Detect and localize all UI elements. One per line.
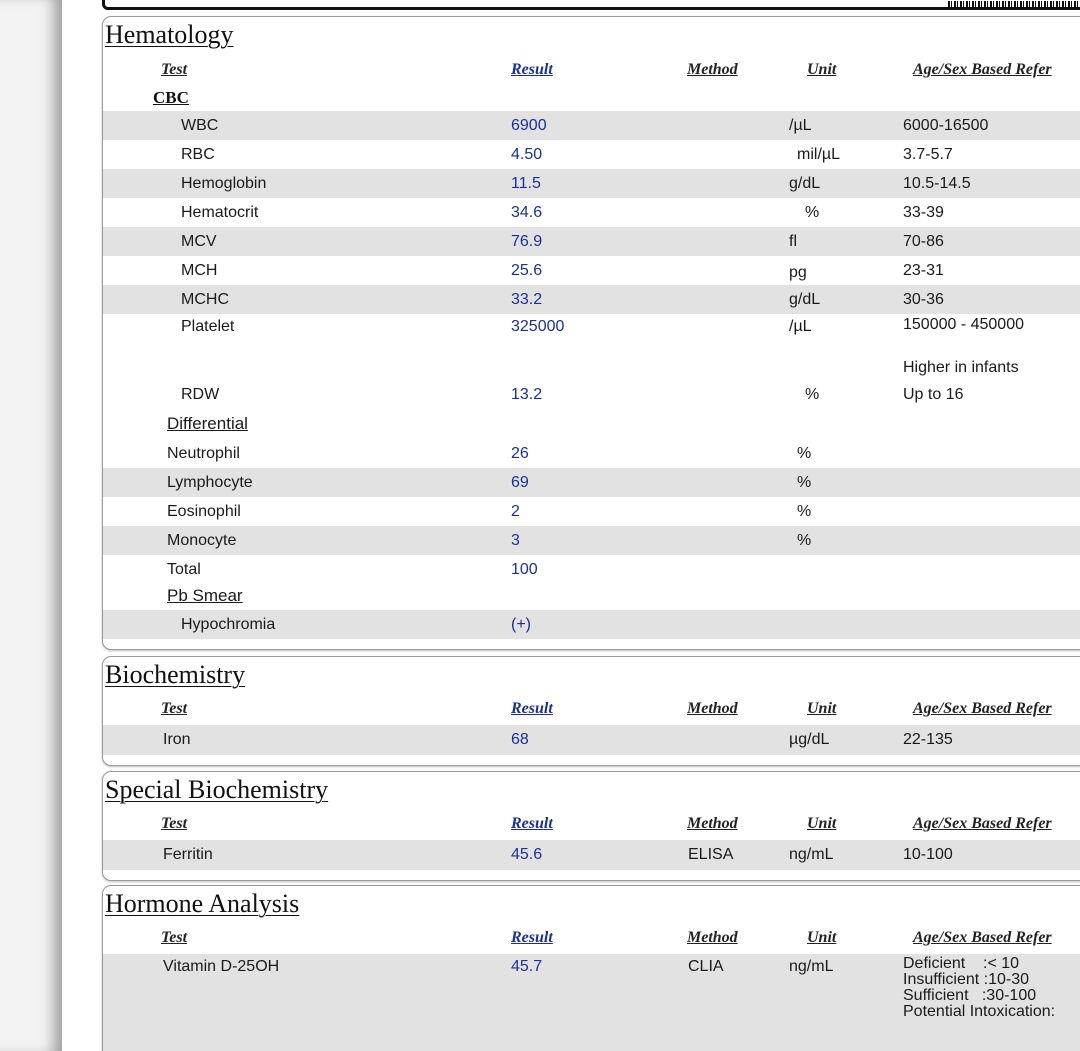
result-value: 25.6 [511,262,543,279]
col-test: Test [161,700,188,717]
test-name: Iron [163,731,191,748]
section-title: Hormone Analysis [105,889,300,918]
col-unit: Unit [807,700,837,717]
reference-range: 70-86 [903,233,944,250]
reference-range: 33-39 [903,204,944,221]
col-unit: Unit [807,61,837,78]
unit: pg [789,264,807,281]
section-title: Hematology [105,20,234,49]
unit: mil/µL [797,146,840,163]
result-value: 325000 [511,318,565,335]
test-name: Monocyte [167,532,237,549]
differential-label: Differential [167,414,248,433]
unit: fl [789,233,797,250]
reference-range: 6000-16500 [903,117,989,134]
col-test: Test [161,815,188,832]
result-value: 4.50 [511,146,543,163]
table-row [103,111,1080,140]
col-reference: Age/Sex Based Refer [913,700,1052,717]
test-name: Hematocrit [181,204,259,221]
result-value: 69 [511,474,529,491]
col-result: Result [511,61,553,78]
table-row [103,256,1080,285]
table-row [103,840,1080,870]
reference-line: Sufficient :30-100 [903,987,1037,1004]
result-value: 68 [511,731,529,748]
table-row [103,198,1080,227]
left-panel-edge [0,0,62,1051]
result-value: 3 [511,532,520,549]
result-value: 34.6 [511,204,543,221]
lab-report-page [62,0,1080,1051]
col-reference: Age/Sex Based Refer [913,61,1052,78]
hormone-analysis-section [102,885,1080,1051]
unit: g/dL [789,175,821,192]
pb-smear-label: Pb Smear [167,586,243,605]
unit: ng/mL [789,846,834,863]
unit: % [797,474,812,491]
test-name: RBC [181,146,215,163]
col-method: Method [687,815,738,832]
col-reference: Age/Sex Based Refer [913,815,1052,832]
col-result: Result [511,815,553,832]
table-row [103,384,1080,413]
table-row [103,497,1080,526]
reference-range: 23-31 [903,262,944,279]
method: CLIA [688,958,724,975]
reference-range: 30-36 [903,291,944,308]
section-title: Special Biochemistry [105,775,329,804]
col-method: Method [687,929,738,946]
table-row [103,169,1080,198]
reference-range: 3.7-5.7 [903,146,953,163]
test-name: MCHC [181,291,229,308]
test-name: Neutrophil [167,445,240,462]
result-value: 100 [511,561,538,578]
col-test: Test [161,929,188,946]
test-name: Platelet [181,318,235,335]
result-value: 11.5 [511,175,541,192]
col-result: Result [511,700,553,717]
test-name: WBC [181,117,219,134]
test-name: Eosinophil [167,503,241,520]
col-method: Method [687,61,738,78]
result-value: 45.6 [511,846,543,863]
result-value: (+) [511,616,531,633]
result-value: 2 [511,503,520,520]
reference-note: Higher in infants [903,359,1019,376]
cbc-label: CBC [153,88,189,107]
test-name: Total [167,561,201,578]
table-row [103,468,1080,497]
reference-line: Potential Intoxication: [903,1003,1056,1020]
table-row [103,314,1080,384]
col-method: Method [687,700,738,717]
unit: % [797,503,812,520]
special-biochemistry-section [102,771,1080,881]
unit: /µL [789,117,812,134]
col-test: Test [161,61,188,78]
table-row [103,526,1080,555]
result-value: 26 [511,445,529,462]
reference-range: 10-100 [903,846,953,863]
barcode [948,1,1080,7]
test-name: Ferritin [163,846,213,863]
biochemistry-section [102,656,1080,766]
test-name: Vitamin D-25OH [163,958,280,975]
table-row [103,725,1080,755]
col-reference: Age/Sex Based Refer [913,929,1052,946]
reference-line: Deficient :< 10 [903,955,1020,972]
test-name: MCH [181,262,218,279]
column-headers [103,700,1080,720]
unit: g/dL [789,291,821,308]
table-row [103,439,1080,468]
table-row [103,285,1080,314]
unit: ng/mL [789,958,834,975]
header-frame [102,0,1080,10]
result-value: 45.7 [511,958,543,975]
reference-range: 10.5-14.5 [903,175,971,192]
result-value: 76.9 [511,233,543,250]
hematology-section [102,16,1080,650]
result-value: 33.2 [511,291,543,308]
unit: % [797,445,812,462]
result-value: 6900 [511,117,547,134]
column-headers [103,61,1080,81]
table-row [103,954,1080,1051]
col-result: Result [511,929,553,946]
test-name: Hypochromia [181,616,276,633]
column-headers [103,929,1080,949]
test-name: RDW [181,386,220,403]
unit: /µL [789,318,812,335]
reference-line: Insufficient :10-30 [903,971,1030,988]
unit: % [805,386,820,403]
section-title: Biochemistry [105,660,246,689]
test-name: Lymphocyte [167,474,253,491]
unit: µg/dL [789,731,830,748]
result-value: 13.2 [511,386,543,403]
unit: % [797,532,812,549]
table-row [103,610,1080,639]
table-row [103,555,1080,584]
test-name: Hemoglobin [181,175,267,192]
test-name: MCV [181,233,217,250]
method: ELISA [688,846,734,863]
reference-range: 150000 - 450000 [903,316,1024,333]
table-row [103,227,1080,256]
col-unit: Unit [807,815,837,832]
table-row [103,140,1080,169]
column-headers [103,815,1080,835]
col-unit: Unit [807,929,837,946]
reference-range: 22-135 [903,731,953,748]
reference-range: Up to 16 [903,386,964,403]
unit: % [805,204,820,221]
